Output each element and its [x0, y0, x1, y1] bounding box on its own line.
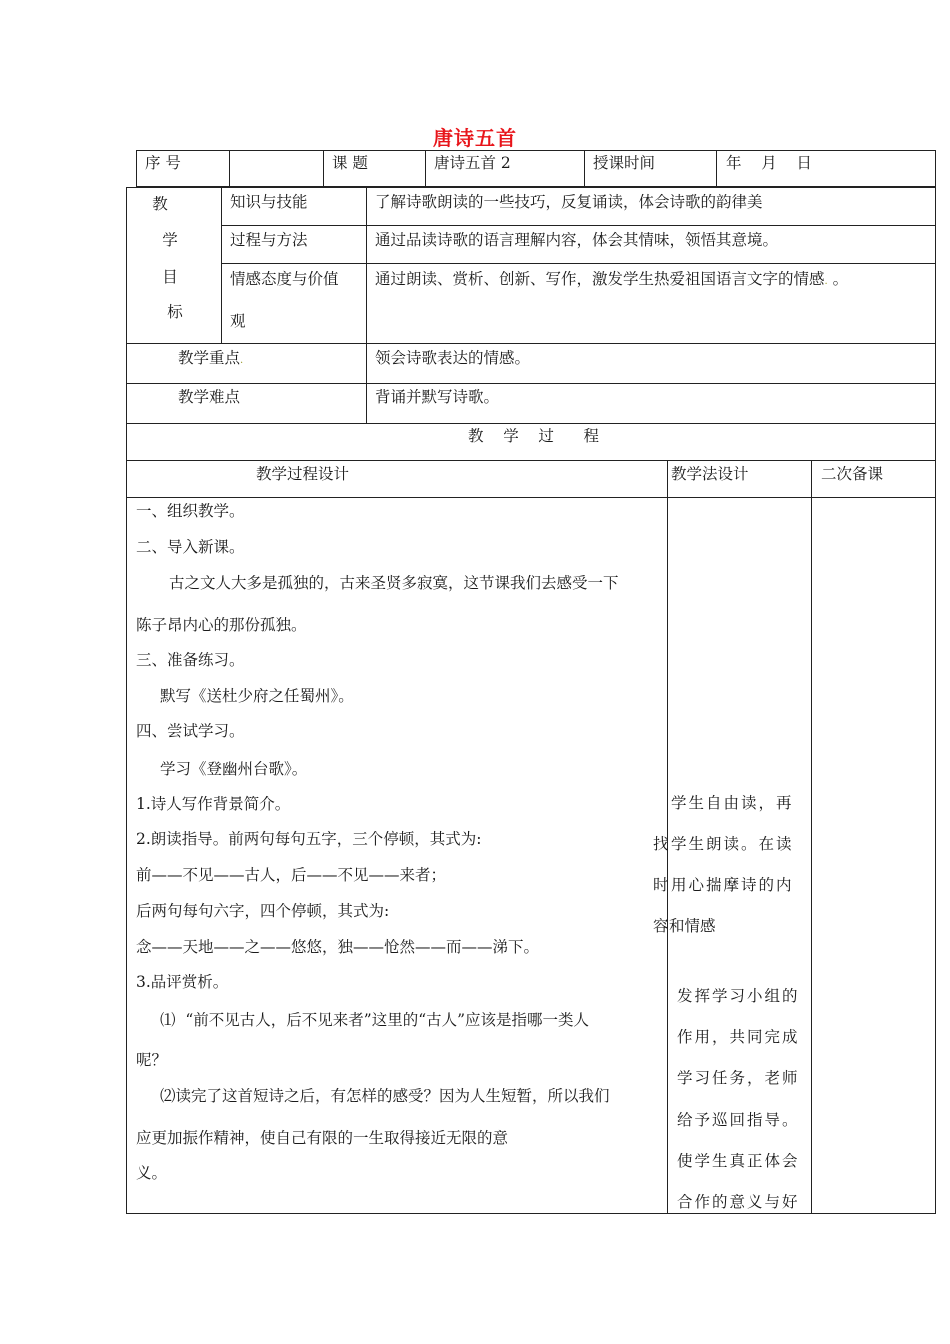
design-line: 二、导入新课。 — [136, 538, 245, 556]
method-overflow-char: 找 — [653, 835, 669, 853]
method-line: 学生朗读。在读 — [671, 835, 794, 853]
design-line: ⑵读完了这首短诗之后，有怎样的感受？因为人生短暂，所以我们 — [160, 1087, 610, 1105]
method-line: 作用，共同完成 — [677, 1028, 800, 1046]
key-point-content: 领会诗歌表达的情感。 — [375, 349, 531, 367]
topic-value: 唐诗五首 2 — [434, 154, 511, 172]
objective-content-attitude: 通过朗读、赏析、创新、写作，激发学生热爱祖国语言文字的情感. 。 — [375, 270, 849, 288]
design-line: 2.朗读指导。前两句每句五字，三个停顿，其式为: — [136, 830, 482, 848]
key-point-label: 教学重点. — [178, 349, 244, 367]
difficulty-label: 教学难点 — [178, 388, 241, 406]
design-line: 三、准备练习。 — [136, 651, 245, 669]
column-second: 二次备课 — [821, 465, 884, 483]
method-line: 给予巡回指导。 — [677, 1111, 800, 1129]
design-line: 应更加振作精神，使自己有限的一生取得接近无限的意 — [136, 1129, 509, 1147]
design-line: 默写《送杜少府之任蜀州》。 — [160, 687, 354, 705]
seq-label: 序 号 — [145, 154, 181, 172]
page-title: 唐诗五首 — [433, 126, 517, 150]
objective-content-process: 通过品读诗歌的语言理解内容，体会其情味，领悟其意境。 — [375, 231, 779, 249]
design-line: 呢？ — [136, 1051, 168, 1069]
header-row — [136, 150, 936, 187]
method-line: 学生自由读，再 — [671, 794, 794, 812]
method-line: 用心揣摩诗的内 — [671, 876, 794, 894]
objectives-side-char: 教 — [152, 195, 168, 213]
method-line: 使学生真正体会 — [677, 1152, 800, 1170]
method-line: 发挥学习小组的 — [677, 987, 800, 1005]
method-line: 和情感 — [669, 917, 716, 935]
time-label: 授课时间 — [593, 154, 656, 172]
method-overflow-char: 时 — [653, 876, 669, 894]
column-method: 教学法设计 — [671, 465, 749, 483]
date-value: 年 月 日 — [726, 154, 812, 172]
design-line: 学习《登幽州台歌》。 — [160, 760, 308, 778]
design-line: 后两句每句六字，四个停顿，其式为: — [136, 902, 390, 920]
objective-label-attitude-cont: 观 — [230, 312, 246, 330]
difficulty-content: 背诵并默写诗歌。 — [375, 388, 500, 406]
design-line: 念——天地——之——悠悠，独——怆然——而——涕下。 — [136, 938, 540, 956]
objective-label-knowledge: 知识与技能 — [230, 193, 308, 211]
objective-label-process: 过程与方法 — [230, 231, 308, 249]
design-line: 古之文人大多是孤独的，古来圣贤多寂寞，这节课我们去感受一下 — [169, 574, 619, 592]
design-line: 前——不见——古人，后——不见——来者； — [136, 866, 447, 884]
objectives-side-char: 学 — [162, 231, 178, 249]
method-line: 学习任务，老师 — [677, 1069, 800, 1087]
design-line: 一、组织教学。 — [136, 502, 245, 520]
design-line: 陈子昂内心的那份孤独。 — [136, 616, 307, 634]
objectives-side-char: 目 — [162, 268, 178, 286]
design-line: 义。 — [136, 1164, 168, 1182]
objective-label-attitude: 情感态度与价值 — [230, 270, 339, 288]
topic-label: 课 题 — [332, 154, 368, 172]
design-line: 3.品评赏析。 — [136, 973, 229, 991]
method-line: 合作的意义与好 — [677, 1193, 800, 1211]
method-overflow-char: 容 — [653, 917, 669, 935]
process-heading: 教 学 过 程 — [468, 427, 599, 445]
design-line: 1.诗人写作背景简介。 — [136, 795, 291, 813]
objective-content-knowledge: 了解诗歌朗读的一些技巧，反复诵读，体会诗歌的韵律美 — [375, 193, 763, 211]
objectives-side-char: 标 — [167, 303, 183, 321]
column-design: 教学过程设计 — [256, 465, 350, 483]
design-line: ⑴ “前不见古人，后不见来者”这里的“古人”应该是指哪一类人 — [160, 1011, 590, 1029]
design-line: 四、尝试学习。 — [136, 722, 245, 740]
